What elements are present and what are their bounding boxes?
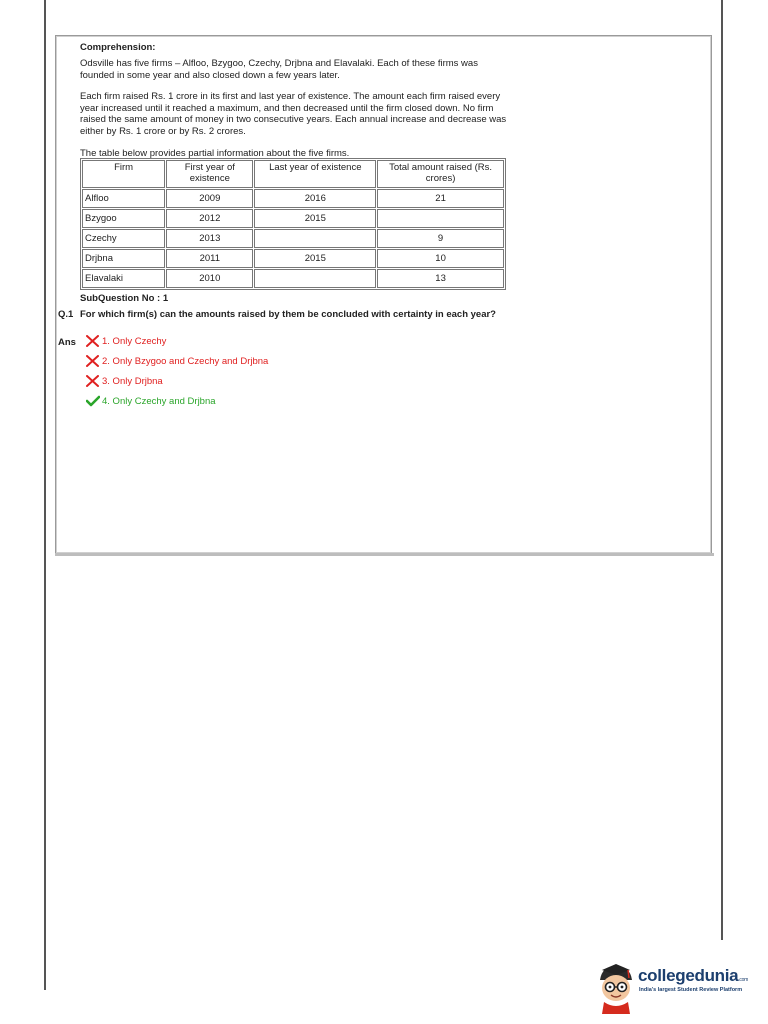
table-row (82, 269, 504, 288)
table-row (82, 189, 504, 208)
firm-cell: Alfloo (82, 189, 165, 208)
table-row (82, 209, 504, 228)
comprehension-paragraph-1: Odsville has five firms – Alfloo, Bzygoo, Czechy, Drjbna and Elavalaki. Each of these firms was founded in some year and also closed down a few years later. (80, 58, 478, 81)
cross-icon (86, 335, 100, 347)
mascot-icon (596, 958, 638, 1014)
brand-name: collegedunia.com (638, 966, 748, 985)
firm-cell: Czechy (82, 229, 165, 248)
option-3 (86, 375, 163, 387)
option-text: 2. Only Bzygoo and Czechy and Drjbna (102, 355, 269, 367)
option-4 (86, 395, 216, 407)
brand-tagline: India's largest Student Review Platform (639, 987, 743, 993)
total-amount-cell: 9 (377, 229, 504, 248)
first-year-cell: 2009 (166, 189, 253, 208)
total-amount-cell: 10 (377, 249, 504, 268)
first-year-cell: 2011 (166, 249, 253, 268)
table-header-cell: Total amount raised (Rs. crores) (377, 160, 504, 188)
firm-cell: Drjbna (82, 249, 165, 268)
option-text: 3. Only Drjbna (102, 375, 163, 387)
total-amount-cell (377, 209, 504, 228)
table-header-cell: Last year of existence (254, 160, 376, 188)
option-text: 4. Only Czechy and Drjbna (102, 395, 216, 407)
firm-cell: Elavalaki (82, 269, 165, 288)
option-text: 1. Only Czechy (102, 335, 167, 347)
table-header-row (82, 160, 504, 188)
firms-table (80, 158, 506, 290)
comprehension-paragraph-2: Each firm raised Rs. 1 crore in its first and last year of existence. The amount each firm raised every year increased until it reached a maximum, and then decreased until the firm closed down. No firm raised the same amount of money in two consecutive years. Each annual increase and decrease was either by Rs. 1 crore or by Rs. 2 crores. (80, 91, 507, 137)
subquestion-label: SubQuestion No : 1 (80, 293, 169, 304)
brand-tld: .com (738, 977, 748, 983)
option-2 (86, 355, 268, 367)
comprehension-heading: Comprehension: (80, 42, 156, 53)
question-text: For which firm(s) can the amounts raised by them be concluded with certainty in each year? (80, 309, 496, 320)
panel-bottom-border (55, 553, 714, 556)
cross-icon (86, 355, 100, 367)
checkmark-icon (86, 395, 100, 407)
table-header-cell: First year of existence (166, 160, 253, 188)
collegedunia-logo (596, 958, 760, 1016)
last-year-cell: 2015 (254, 249, 376, 268)
cross-icon (86, 375, 100, 387)
first-year-cell: 2012 (166, 209, 253, 228)
option-1 (86, 335, 166, 347)
last-year-cell: 2016 (254, 189, 376, 208)
total-amount-cell: 21 (377, 189, 504, 208)
right-border-line (721, 0, 723, 940)
comprehension-paragraph-3: The table below provides partial information about the five firms. (80, 148, 350, 159)
total-amount-cell: 13 (377, 269, 504, 288)
firm-cell: Bzygoo (82, 209, 165, 228)
question-number: Q.1 (58, 309, 74, 320)
last-year-cell (254, 269, 376, 288)
first-year-cell: 2013 (166, 229, 253, 248)
table-row (82, 229, 504, 248)
table-header-cell: Firm (82, 160, 165, 188)
first-year-cell: 2010 (166, 269, 253, 288)
last-year-cell (254, 229, 376, 248)
table-row (82, 249, 504, 268)
last-year-cell: 2015 (254, 209, 376, 228)
answer-label: Ans (58, 337, 76, 348)
left-border-line (44, 0, 46, 990)
